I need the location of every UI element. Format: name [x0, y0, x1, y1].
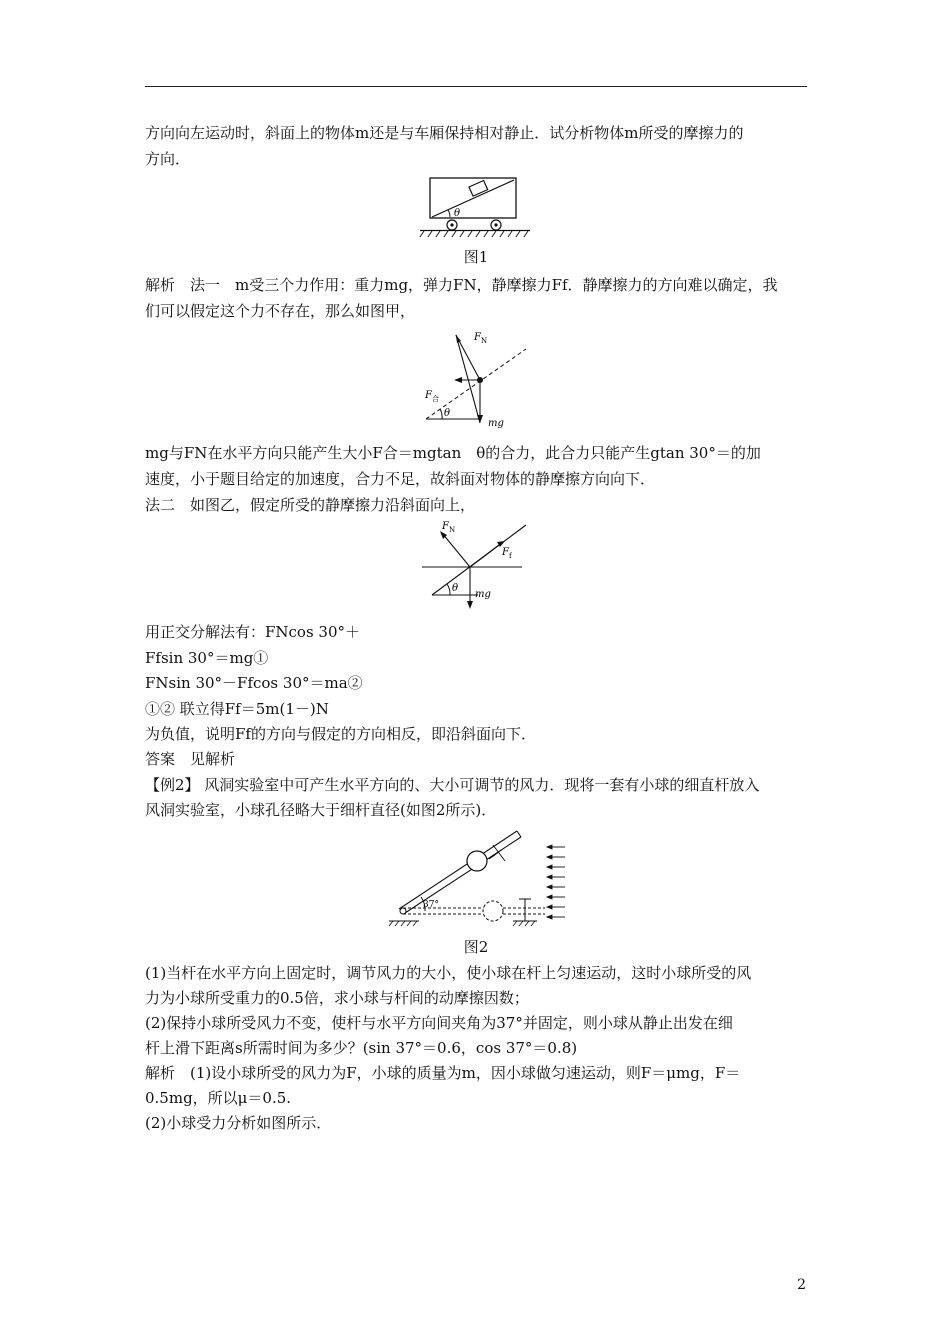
text-line: 杆上滑下距离s所需时间为多少？(sin 37°＝0.6，cos 37°＝0.8) — [145, 1039, 578, 1057]
page-number: 2 — [797, 1277, 806, 1293]
fn-label: F — [442, 521, 449, 532]
fhe-sub-label: 合 — [432, 395, 439, 403]
figure-yi-forces — [418, 515, 533, 613]
fn-label: F — [474, 332, 481, 343]
text-line: 力为小球所受重力的0.5倍，求小球与杆间的动摩擦因数； — [145, 989, 529, 1007]
theta-label: θ — [454, 208, 461, 219]
figure-2-caption: 图2 — [463, 938, 489, 956]
fn-sub-label: N — [481, 337, 488, 345]
text-line: 方向． — [145, 150, 191, 168]
mg-label: mg — [475, 589, 491, 600]
text-line: FNsin 30°－Ffcos 30°＝ma② — [145, 674, 363, 692]
text-line: 解析 (1)设小球所受的风力为F，小球的质量为m，因小球做匀速运动，则F＝μmg，F＝ — [145, 1064, 741, 1082]
text-line: Ffsin 30°＝mg① — [145, 649, 269, 667]
fhe-label: F — [425, 390, 432, 401]
text-line: 【例2】 风洞实验室中可产生水平方向的、大小可调节的风力．现将一套有小球的细直杆放入 — [145, 776, 760, 794]
theta-label: θ — [452, 583, 459, 594]
mg-label: mg — [488, 418, 504, 429]
figure-2-wind-tunnel — [385, 825, 570, 933]
text-line: mg与FN在水平方向只能产生大小F合＝mgtan θ的合力，此合力只能产生gtan 30°＝的加 — [145, 444, 761, 462]
ff-sub-label: f — [509, 552, 512, 560]
text-line: 答案 见解析 — [145, 750, 236, 768]
fn-sub-label: N — [449, 526, 456, 534]
text-line: (1)当杆在水平方向上固定时，调节风力的大小，使小球在杆上匀速运动，这时小球所受的风 — [145, 964, 752, 982]
text-line: 风洞实验室，小球孔径略大于细杆直径(如图2所示)． — [145, 801, 497, 819]
text-line: 们可以假定这个力不存在，那么如图甲， — [145, 302, 416, 320]
text-line: 解析 法一 m受三个力作用：重力mg，弹力FN，静摩擦力Ff．静摩擦力的方向难以确定，我 — [145, 276, 778, 294]
header-rule — [145, 86, 807, 87]
text-line: 0.5mg，所以μ＝0.5. — [145, 1089, 292, 1107]
text-line: 速度，小于题目给定的加速度，合力不足，故斜面对物体的静摩擦方向向下． — [145, 470, 656, 488]
text-line: 用正交分解法有：FNcos 30°＋ — [145, 623, 361, 641]
text-line: (2)保持小球所受风力不变，使杆与水平方向间夹角为37°并固定，则小球从静止出发在细 — [145, 1014, 733, 1032]
figure-1-caption: 图1 — [463, 248, 489, 266]
theta-label: θ — [444, 408, 451, 419]
ff-label: F — [502, 547, 509, 558]
figure-1-cart — [418, 172, 533, 240]
text-line: (2)小球受力分析如图所示． — [145, 1114, 332, 1132]
text-line: ①② 联立得Ff＝5m(1－)N — [145, 700, 329, 718]
text-line: 为负值，说明Ff的方向与假定的方向相反，即沿斜面向下． — [145, 725, 536, 743]
text-line: 法二 如图乙，假定所受的静摩擦力沿斜面向上， — [145, 496, 476, 514]
text-line: 方向向左运动时，斜面上的物体m还是与车厢保持相对静止．试分析物体m所受的摩擦力的 — [145, 124, 744, 142]
figure-jia-forces — [418, 323, 533, 433]
angle-37-label: 37° — [423, 900, 439, 910]
